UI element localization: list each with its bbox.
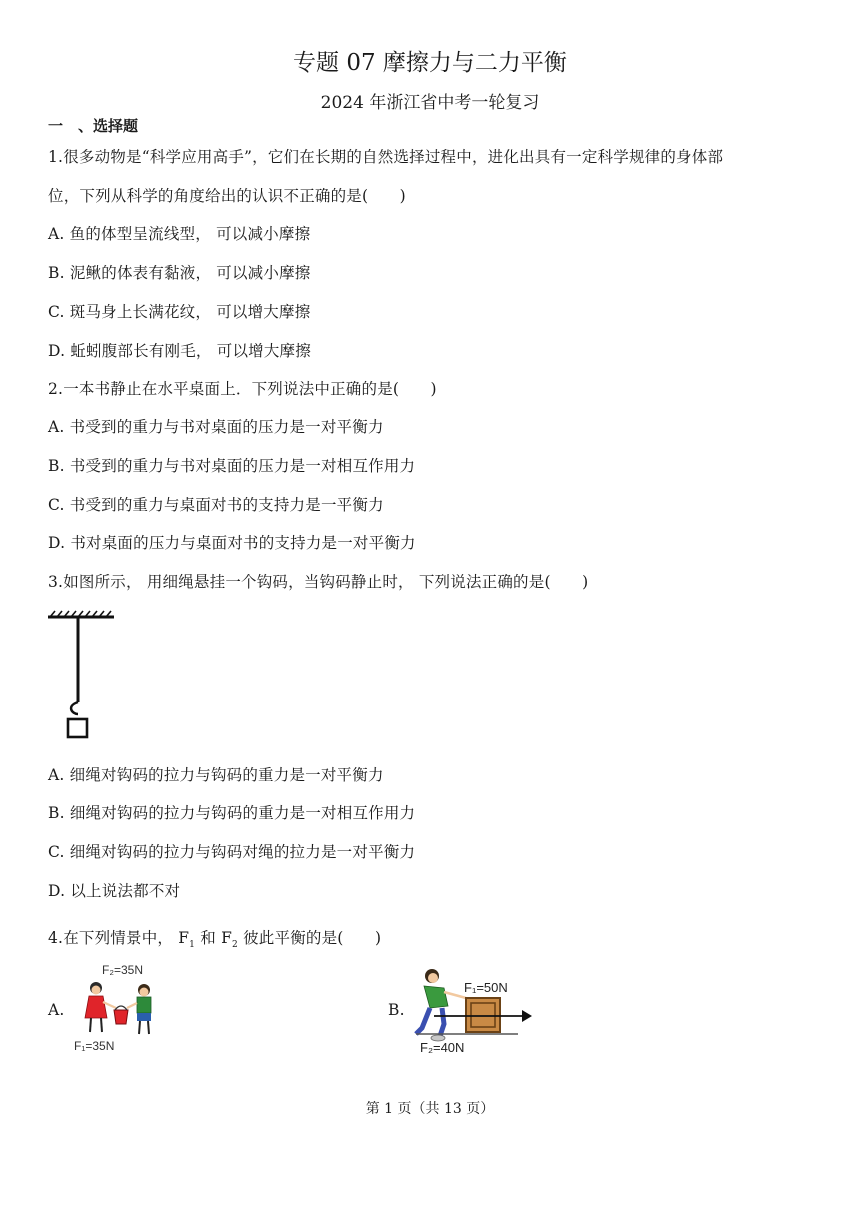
question-4-option-a-label: A. bbox=[48, 1001, 65, 1019]
question-3-option-c: C. 细绳对钩码的拉力与钩码对绳的拉力是一对平衡力 bbox=[48, 843, 416, 861]
question-3-option-a: A. 细绳对钩码的拉力与钩码的重力是一对平衡力 bbox=[48, 766, 384, 784]
question-4-option-b-label: B. bbox=[388, 1001, 405, 1019]
figure-b-f1-label: F₁=50N bbox=[464, 980, 508, 995]
figure-a-f2-label: F₂=35N bbox=[102, 963, 144, 977]
question-2-option-c: C. 书受到的重力与桌面对书的支持力是一平衡力 bbox=[48, 496, 384, 514]
figure-a-children-bucket bbox=[72, 962, 172, 1054]
page-footer: 第 1 页（共 13 页） bbox=[365, 1101, 495, 1117]
question-3-option-d: D. 以上说法都不对 bbox=[48, 882, 181, 900]
question-2-option-a: A. 书受到的重力与书对桌面的压力是一对平衡力 bbox=[48, 418, 384, 436]
figure-a-f1-label: F₁=35N bbox=[74, 1039, 115, 1053]
question-3-option-b: B. 细绳对钩码的拉力与钩码的重力是一对相互作用力 bbox=[48, 804, 416, 822]
question-2-option-b: B. 书受到的重力与书对桌面的压力是一对相互作用力 bbox=[48, 457, 416, 475]
question-4-stem: 4.在下列情景中， $F_1$ 和 $F_2$ 彼此平衡的是( ) bbox=[48, 929, 382, 951]
hanging-weight-figure bbox=[44, 610, 124, 745]
page-title: 专题 07 摩擦力与二力平衡 bbox=[293, 50, 567, 76]
figure-b-pushing-box bbox=[414, 962, 539, 1056]
section-heading: 一 、选择题 bbox=[48, 117, 139, 135]
question-2-option-d: D. 书对桌面的压力与桌面对书的支持力是一对平衡力 bbox=[48, 534, 416, 552]
question-1-option-b: B. 泥鳅的体表有黏液， 可以减小摩擦 bbox=[48, 264, 311, 282]
figure-b-f2-label: F₂=40N bbox=[420, 1040, 465, 1055]
question-3-stem: 3.如图所示， 用细绳悬挂一个钩码，当钩码静止时， 下列说法正确的是( ) bbox=[48, 573, 589, 591]
question-1-option-d: D. 蚯蚓腹部长有刚毛， 可以增大摩擦 bbox=[48, 342, 311, 360]
question-2-stem: 2.一本书静止在水平桌面上．下列说法中正确的是( ) bbox=[48, 380, 437, 398]
page-subtitle: 2024 年浙江省中考一轮复习 bbox=[320, 93, 540, 113]
question-1-option-a: A. 鱼的体型呈流线型， 可以减小摩擦 bbox=[48, 225, 311, 243]
question-1-stem-line2: 位，下列从科学的角度给出的认识不正确的是( ) bbox=[48, 187, 406, 205]
question-1-option-c: C. 斑马身上长满花纹， 可以增大摩擦 bbox=[48, 303, 311, 321]
question-1-stem-line1: 1.很多动物是“科学应用高手”，它们在长期的自然选择过程中，进化出具有一定科学规律的身体部 bbox=[48, 148, 724, 166]
